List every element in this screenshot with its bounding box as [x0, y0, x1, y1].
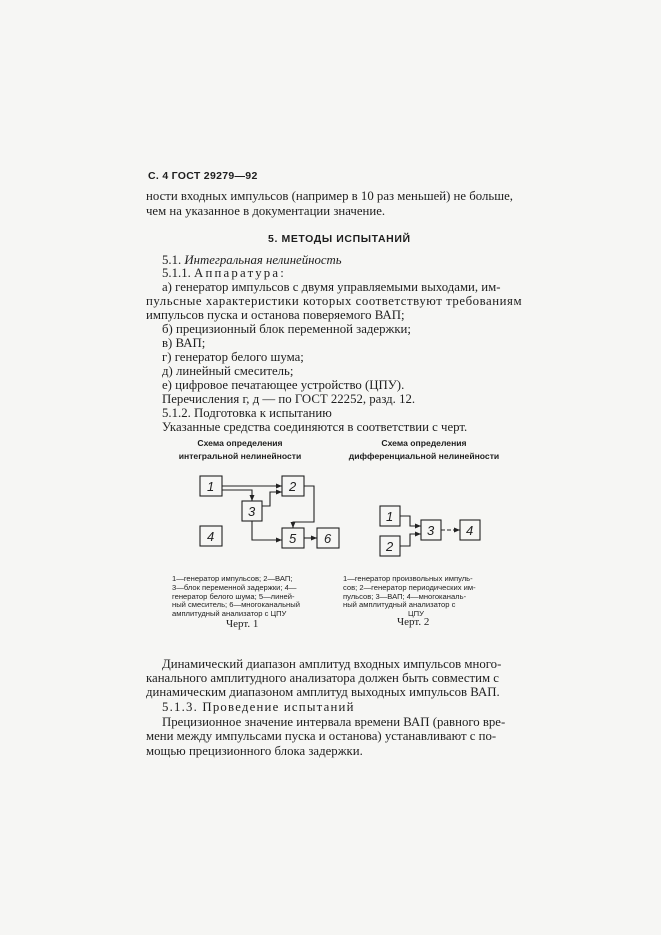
- list-item: пульсные характеристики которых соответствуют требованиям: [146, 294, 523, 308]
- diagram2-schematic: [370, 500, 490, 562]
- diagram1-caption: [172, 575, 300, 619]
- paragraph-line: динамическим диапазоном амплитуд выходных импульсов ВАП.: [146, 685, 500, 699]
- block-1-label: 1: [207, 479, 215, 494]
- caption-line: генератор белого шума; 5—линей-: [172, 591, 295, 601]
- diagram2-title: [344, 437, 504, 463]
- diagram1-label: Черт. 1: [226, 618, 259, 630]
- block-5-label: 5: [289, 531, 297, 546]
- subsection-5-1-3: 5.1.3. Проведение испытаний: [162, 700, 355, 714]
- subsection-title: Интегральная нелинейность: [184, 253, 342, 267]
- subsection-title: Аппаратура:: [194, 266, 287, 280]
- diagram1-schematic: [190, 468, 350, 558]
- diagram2-label: Черт. 2: [397, 616, 430, 628]
- diagram1-title-line: интегральной нелинейности: [178, 451, 302, 461]
- section-title: 5. МЕТОДЫ ИСПЫТАНИЙ: [268, 233, 411, 245]
- diagram1-title-line: Схема определения: [197, 438, 283, 448]
- intro-line-1: ности входных импульсов (например в 10 раз меньшей) не больше,: [146, 189, 513, 203]
- block-6-label: 6: [324, 531, 332, 546]
- caption-line: ный амплитудный анализатор с: [343, 600, 456, 610]
- list-item: Перечисления г, д — по ГОСТ 22252, разд. 12.: [162, 392, 416, 406]
- intro-line-2: чем на указанное в документации значение.: [146, 204, 386, 218]
- caption-line: 1—генератор импульсов; 2—ВАП;: [172, 574, 293, 583]
- list-item: импульсов пуска и останова поверяемого ВАП;: [146, 308, 405, 322]
- caption-line: ный смеситель; 6—многоканальный: [172, 600, 300, 610]
- caption-line: сов; 2—генератор периодических им-: [343, 582, 476, 592]
- list-item: в) ВАП;: [162, 336, 206, 350]
- diagram2-title-line: Схема определения: [381, 438, 467, 448]
- list-item: е) цифровое печатающее устройство (ЦПУ).: [162, 378, 405, 392]
- block-2-label: 2: [289, 479, 297, 494]
- subsection-number: 5.1.1.: [162, 266, 191, 280]
- block-1-label: 1: [386, 509, 394, 524]
- list-item: Указанные средства соединяются в соответствии с черт.: [162, 420, 468, 434]
- paragraph-line: мени между импульсами пуска и останова) устанавливают с по-: [146, 729, 497, 743]
- paragraph-line: Динамический диапазон амплитуд входных импульсов много-: [162, 657, 502, 671]
- diagram1-title: [170, 437, 310, 463]
- list-item: а) генератор импульсов с двумя управляемыми выходами, им-: [162, 280, 501, 294]
- block-3-label: 3: [248, 504, 256, 519]
- subsection-5-1-1: [162, 266, 286, 281]
- list-item: г) генератор белого шума;: [162, 350, 304, 364]
- diagram2-title-line: дифференциальной нелинейности: [348, 451, 500, 461]
- list-item: д) линейный смеситель;: [162, 364, 294, 378]
- list-item: б) прецизионный блок переменной задержки;: [162, 322, 411, 336]
- diagram2-caption: [343, 575, 476, 619]
- caption-line: ЦПУ: [408, 609, 424, 619]
- block-4-label: 4: [466, 523, 474, 538]
- block-3-label: 3: [427, 523, 435, 538]
- block-2-label: 2: [386, 539, 394, 554]
- page-header: С. 4 ГОСТ 29279—92: [148, 170, 258, 182]
- caption-line: пульсов; 3—ВАП; 4—многоканаль-: [343, 591, 467, 601]
- paragraph-line: мощью прецизионного блока задержки.: [146, 744, 363, 758]
- caption-line: 1—генератор произвольных импуль-: [343, 574, 473, 583]
- block-4-label: 4: [207, 529, 215, 544]
- caption-line: амплитудный анализатор с ЦПУ: [172, 609, 287, 619]
- subsection-number: 5.1.: [162, 253, 182, 267]
- paragraph-line: канального амплитудного анализатора должен быть совместим с: [146, 671, 499, 685]
- paragraph-line: Прецизионное значение интервала времени ВАП (равного вре-: [162, 715, 506, 729]
- caption-line: 3—блок переменной задержки; 4—: [172, 582, 297, 592]
- subsection-5-1-2: 5.1.2. Подготовка к испытанию: [162, 406, 332, 420]
